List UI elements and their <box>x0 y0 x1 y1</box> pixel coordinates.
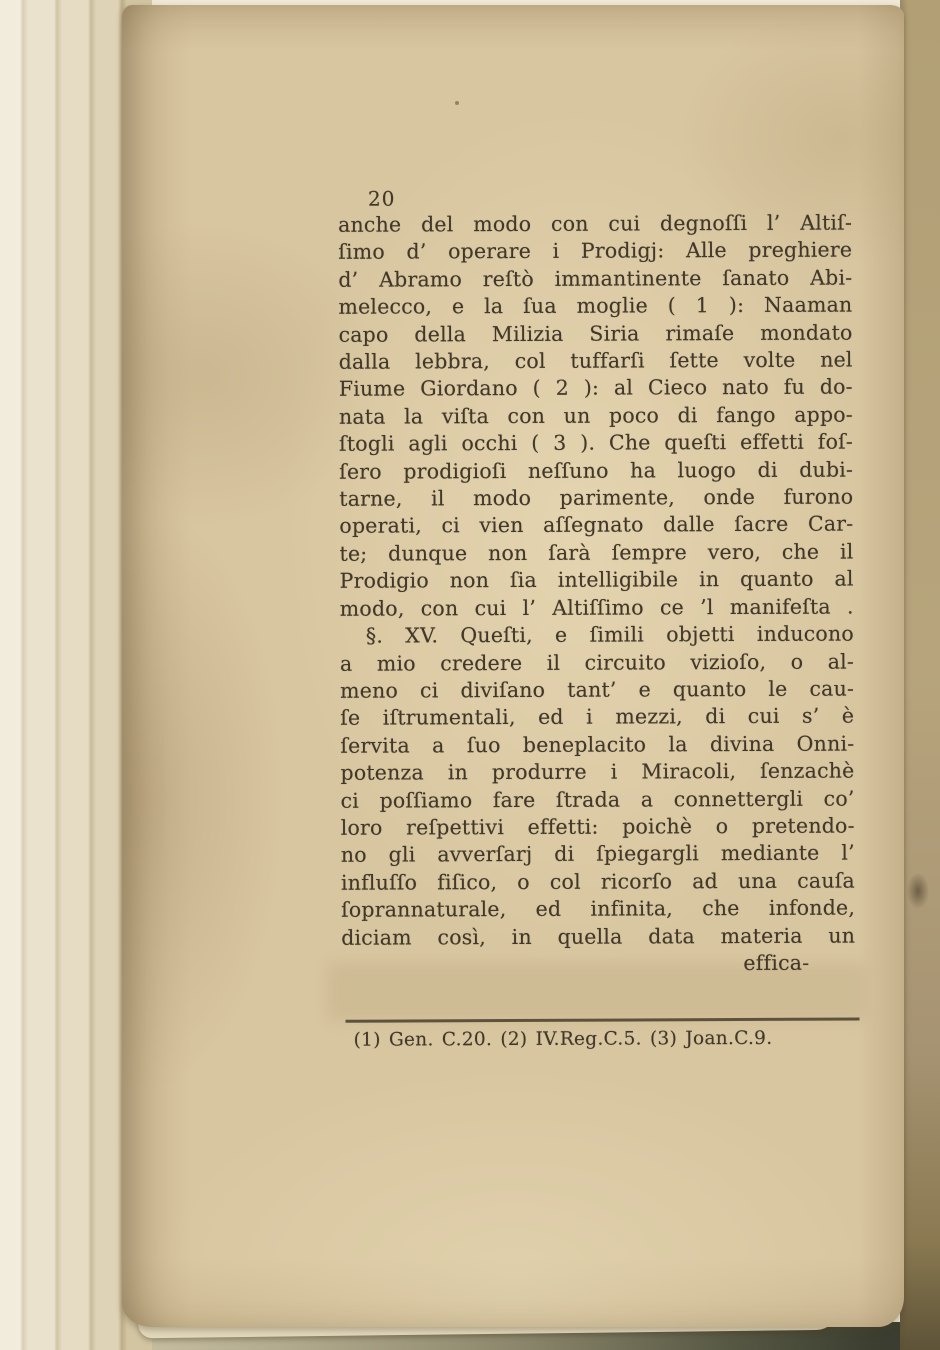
book-page <box>122 5 904 1327</box>
text-line: capo della Milizia Siria rimaſe mondato <box>338 320 853 347</box>
text-line: potenza in produrre i Miracoli, ſenzachè <box>340 758 855 785</box>
text-line: loro reſpettivi effetti: poichè o pretendo- <box>340 813 855 840</box>
text-line: operati, ci vien aſſegnato dalle ſacre Car- <box>339 511 854 539</box>
text-line: d’ Abramo reſtò immantinente ſanato Abi- <box>338 265 853 292</box>
text-line: ſero prodigioſi neſſuno ha luogo di dubi- <box>339 457 854 484</box>
text-line: diciam così, in quella data materia un <box>341 923 856 950</box>
footnote-rule <box>346 1017 860 1022</box>
text-line: meno ci diviſano tant’ e quanto le cau- <box>340 676 855 703</box>
text-line: tarne, il modo parimente, onde furono <box>339 484 854 511</box>
catchword: effica- <box>743 950 810 975</box>
text-line: ſtogli agli occhi ( 3 ). Che queſti effetti foſ- <box>338 429 854 457</box>
page-content <box>119 3 907 1328</box>
text-line: modo, con cui l’ Altiſſimo ce ’l manifeſta . <box>339 594 854 621</box>
text-line: te; dunque non ſarà ſempre vero, che il <box>339 539 854 566</box>
text-line: melecco, e la ſua moglie ( 1 ): Naaman <box>338 292 853 319</box>
text-line: ſoprannaturale, ed infinita, che infonde, <box>341 895 856 922</box>
text-line: a mio credere il circuito vizioſo, o al- <box>339 649 855 676</box>
text-line: ſimo d’ operare i Prodigj: Alle preghiere <box>338 237 853 265</box>
text-line: Prodigio non ſia intelligibile in quanto al <box>339 566 854 594</box>
page-number: 20 <box>367 186 396 211</box>
text-line: influſſo fiſico, o col ricorſo ad una cauſa <box>340 868 855 895</box>
text-line: nata la viſta con un poco di fango appo- <box>338 402 853 429</box>
text-line: dalla lebbra, col tuffarſi ſette volte nel <box>338 347 853 374</box>
footnote: (1) Gen. C.20. (2) IV.Reg.C.5. (3) Joan.C.9. <box>353 1027 773 1051</box>
text-line: §. XV. Queſti, e ſimili objetti inducono <box>365 621 854 648</box>
body-text <box>338 210 855 980</box>
text-line: anche del modo con cui degnoſſi l’ Altiſ- <box>338 210 853 237</box>
text-line: no gli avverſarj di ſpiegargli mediante l’ <box>340 840 855 868</box>
text-line: ci poſſiamo fare ſtrada a connettergli co’ <box>340 786 855 813</box>
text-line: ſe iſtrumentali, ed i mezzi, di cui s’ è <box>340 703 855 731</box>
text-line: Fiume Giordano ( 2 ): al Cieco nato fu do- <box>338 374 853 402</box>
text-line: ſervita a ſuo beneplacito la divina Onni- <box>340 731 855 758</box>
